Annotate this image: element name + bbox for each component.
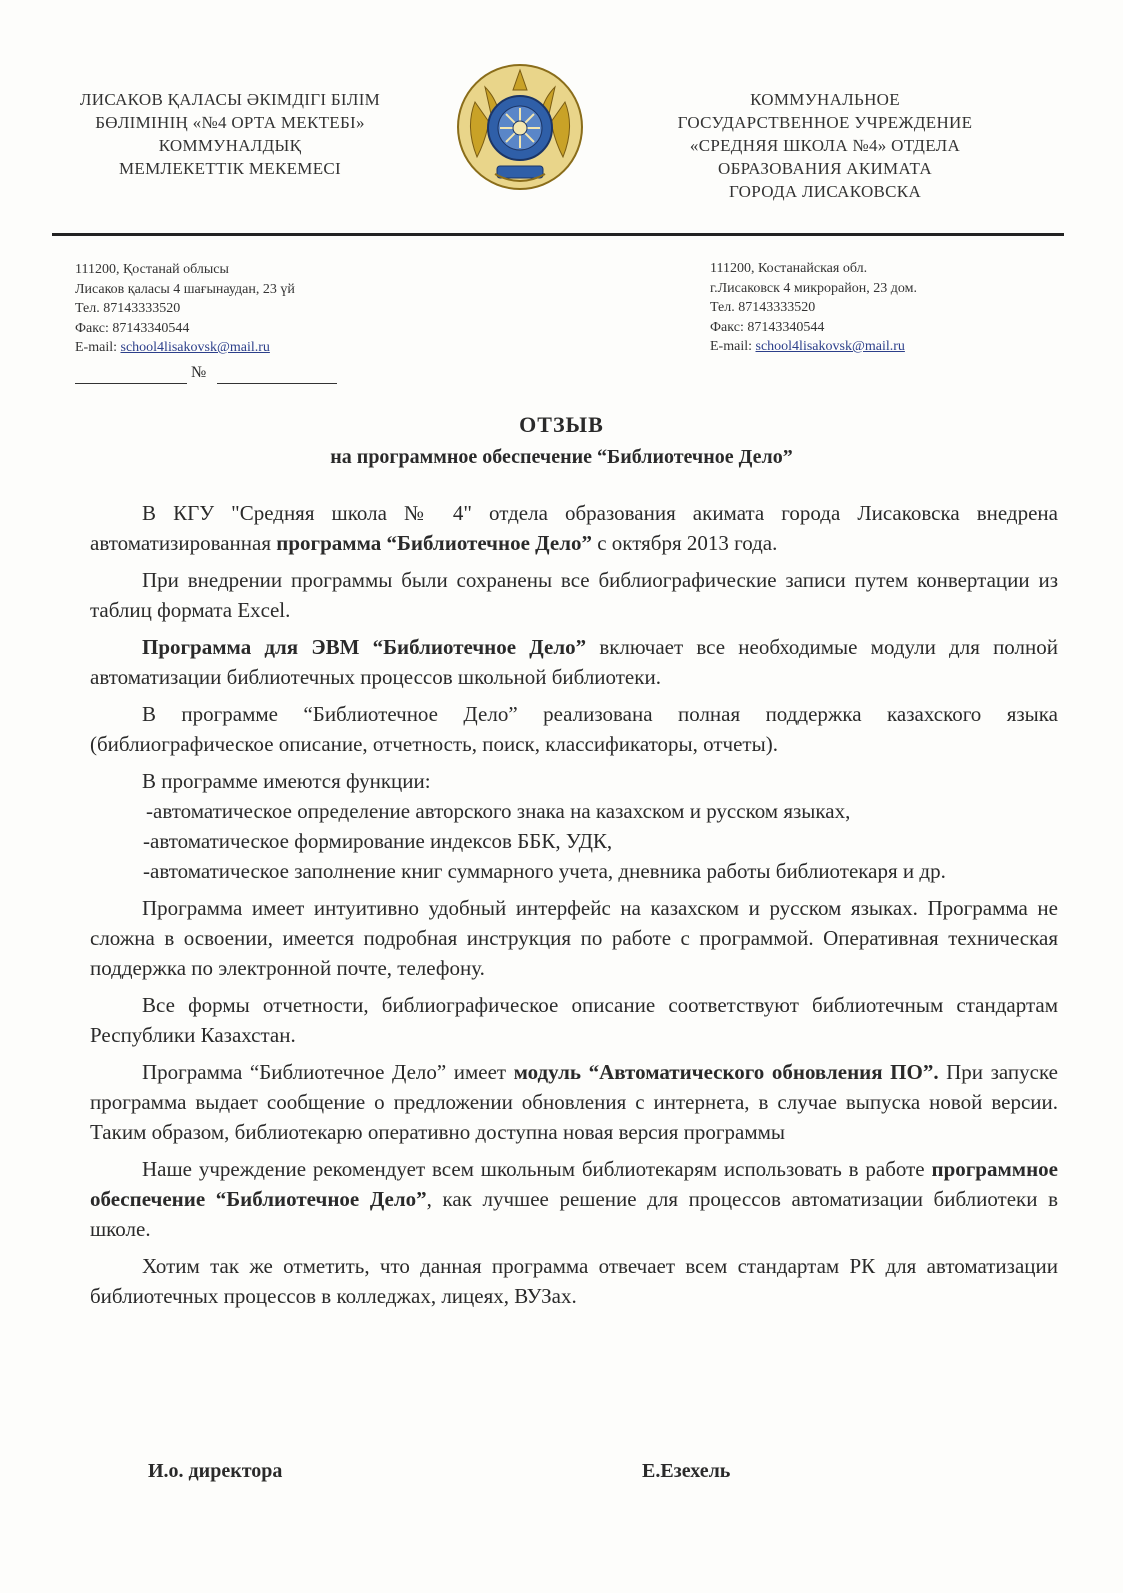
header-russian-line: КОММУНАЛЬНОЕ bbox=[750, 90, 900, 109]
email-label: E-mail: bbox=[710, 339, 756, 354]
address-kazakh bbox=[75, 260, 295, 358]
paragraph: Хотим так же отметить, что данная программа отвечает всем стандартам РК для автоматизации библиотечных процессов в колледжах, лицеях, ВУЗах. bbox=[90, 1254, 1058, 1308]
paragraph: Все формы отчетности, библиографическое описание соответствуют библиотечным стандартам Республики Казахстан. bbox=[90, 993, 1058, 1047]
date-blank bbox=[75, 383, 187, 384]
function-item: -автоматическое заполнение книг суммарного учета, дневника работы библиотекаря и др. bbox=[143, 859, 946, 883]
email-row bbox=[75, 338, 295, 358]
header-kazakh-line: МЕМЛЕКЕТТІК МЕКЕМЕСІ bbox=[119, 159, 341, 178]
document-body bbox=[90, 498, 1058, 1318]
paragraph: В программе имеются функции: bbox=[142, 769, 431, 793]
email-row bbox=[710, 337, 917, 357]
function-item: -автоматическое определение авторского знака на казахском и русском языках, bbox=[146, 799, 851, 823]
document-title: ОТЗЫВ bbox=[519, 412, 604, 437]
fax: Факс: 87143340544 bbox=[75, 320, 190, 336]
header-kazakh bbox=[50, 88, 410, 180]
paragraph: Программа для ЭВМ “Библиотечное Дело” включает все необходимые модули для полной автоматизации библиотечных процессов школьной библиотеки. bbox=[90, 635, 1058, 689]
address-line: Лисаков қаласы 4 шағынаудан, 23 үй bbox=[75, 281, 295, 297]
header-kazakh-line: КОММУНАЛДЫҚ bbox=[158, 136, 302, 155]
email-link[interactable]: school4lisakovsk@mail.ru bbox=[755, 339, 905, 354]
phone: Тел. 87143333520 bbox=[75, 301, 181, 316]
header-kazakh-line: БӨЛІМІНІҢ «№4 ОРТА МЕКТЕБІ» bbox=[95, 113, 365, 132]
paragraph: При внедрении программы были сохранены все библиографические записи путем конвертации из таблиц формата Excel. bbox=[90, 568, 1058, 622]
address-line: 111200, Костанайская обл. bbox=[710, 261, 868, 276]
paragraph: Программа имеет интуитивно удобный интерфейс на казахском и русском языках. Программа не сложна в освоении, имеется подробная инструкция по работе с программой. Оперативная техническая поддержка по электронной почте, телефону. bbox=[90, 896, 1058, 980]
registration-number-line bbox=[75, 362, 337, 384]
header-russian-line: ОБРАЗОВАНИЯ АКИМАТА bbox=[718, 159, 932, 178]
phone: Тел. 87143333520 bbox=[710, 300, 816, 315]
state-emblem-icon bbox=[455, 62, 585, 192]
header-russian-line: ГОРОДА ЛИСАКОВСКА bbox=[728, 182, 922, 201]
address-line: 111200, Қостанай облысы bbox=[75, 262, 229, 277]
paragraph: В КГУ "Средняя школа № 4" отдела образования акимата города Лисаковска внедрена автоматизированная программа “Библиотечное Дело” с октября 2013 года. bbox=[90, 501, 1058, 555]
header-divider bbox=[52, 233, 1064, 236]
email-label: E-mail: bbox=[75, 340, 121, 355]
signatory-name: Е.Езехель bbox=[642, 1460, 731, 1482]
address-russian bbox=[710, 259, 917, 357]
paragraph: Программа “Библиотечное Дело” имеет модуль “Автоматического обновления ПО”. При запуске программа выдает сообщение о предложении обновления с интернета, в случае выпуска новой версии. Таким образом, библиотекарю оперативно доступна новая версия программы bbox=[90, 1060, 1058, 1144]
paragraph: В программе “Библиотечное Дело” реализована полная поддержка казахского языка (библиографическое описание, отчетность, поиск, классификаторы, отчеты). bbox=[90, 702, 1058, 756]
number-blank bbox=[217, 383, 337, 384]
number-sign: № bbox=[191, 364, 207, 381]
fax: Факс: 87143340544 bbox=[710, 319, 825, 335]
document-subtitle: на программное обеспечение “Библиотечное Дело” bbox=[330, 446, 793, 468]
header-russian-line: «СРЕДНЯЯ ШКОЛА №4» ОТДЕЛА bbox=[689, 136, 961, 155]
paragraph: Наше учреждение рекомендует всем школьным библиотекарям использовать в работе программное обеспечение “Библиотечное Дело”, как лучшее решение для процессов автоматизации библиотеки в школе. bbox=[90, 1157, 1059, 1241]
signatory-position: И.о. директора bbox=[148, 1460, 283, 1482]
header-russian bbox=[630, 88, 1020, 203]
address-line: г.Лисаковск 4 микрорайон, 23 дом. bbox=[710, 280, 917, 296]
email-link[interactable]: school4lisakovsk@mail.ru bbox=[120, 340, 270, 355]
function-item: -автоматическое формирование индексов ББК, УДК, bbox=[143, 829, 613, 853]
header-russian-line: ГОСУДАРСТВЕННОЕ УЧРЕЖДЕНИЕ bbox=[677, 113, 973, 132]
header-kazakh-line: ЛИСАКОВ ҚАЛАСЫ ӘКІМДІГІ БІЛІМ bbox=[79, 90, 381, 109]
